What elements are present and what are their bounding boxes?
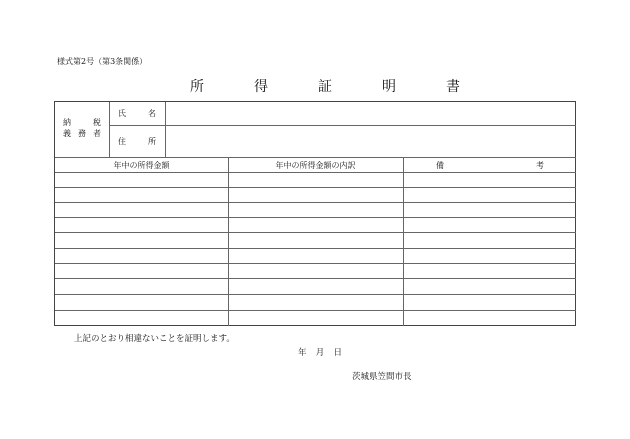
row-line bbox=[55, 278, 576, 279]
row-line bbox=[55, 310, 576, 311]
row-line bbox=[55, 294, 576, 295]
row-line bbox=[55, 187, 576, 188]
document-title bbox=[190, 76, 460, 96]
row-line bbox=[55, 202, 576, 203]
title-char: 得 bbox=[254, 79, 268, 95]
income-breakdown-header: 年中の所得金額の内訳 bbox=[275, 161, 356, 170]
certification-statement: 上記のとおり相違ないことを証明します。 bbox=[74, 334, 235, 344]
title-char: 証 bbox=[318, 79, 332, 95]
issuer-mayor: 茨城県笠間市長 bbox=[352, 372, 412, 382]
certificate-table bbox=[54, 101, 576, 326]
column-divider bbox=[228, 157, 229, 326]
taxpayer-label-line2: 義 務 者 bbox=[63, 129, 101, 138]
title-char: 書 bbox=[446, 79, 460, 95]
row-line bbox=[55, 217, 576, 218]
issue-date bbox=[298, 346, 342, 358]
taxpayer-label-line1: 納 税 bbox=[63, 118, 101, 127]
header-top-line bbox=[55, 157, 576, 158]
form-number-label: 様式第2号（第3条関係） bbox=[57, 57, 148, 66]
address-field-label: 住 所 bbox=[118, 137, 156, 146]
row-line bbox=[55, 232, 576, 233]
row-line bbox=[55, 263, 576, 264]
title-char: 明 bbox=[382, 79, 396, 95]
income-amount-header: 年中の所得金額 bbox=[113, 161, 170, 170]
title-char: 所 bbox=[190, 79, 204, 95]
day-unit: 日 bbox=[333, 348, 342, 358]
header-bottom-line bbox=[55, 172, 576, 173]
year-unit: 年 bbox=[298, 348, 307, 358]
row-line bbox=[55, 248, 576, 249]
month-unit: 月 bbox=[315, 348, 325, 358]
remarks-header: 備 考 bbox=[436, 161, 544, 170]
column-divider bbox=[403, 157, 404, 326]
taxpayer-divider bbox=[109, 102, 110, 157]
label-divider bbox=[165, 102, 166, 157]
name-address-divider bbox=[109, 125, 576, 126]
name-field-label: 氏 名 bbox=[118, 109, 156, 118]
